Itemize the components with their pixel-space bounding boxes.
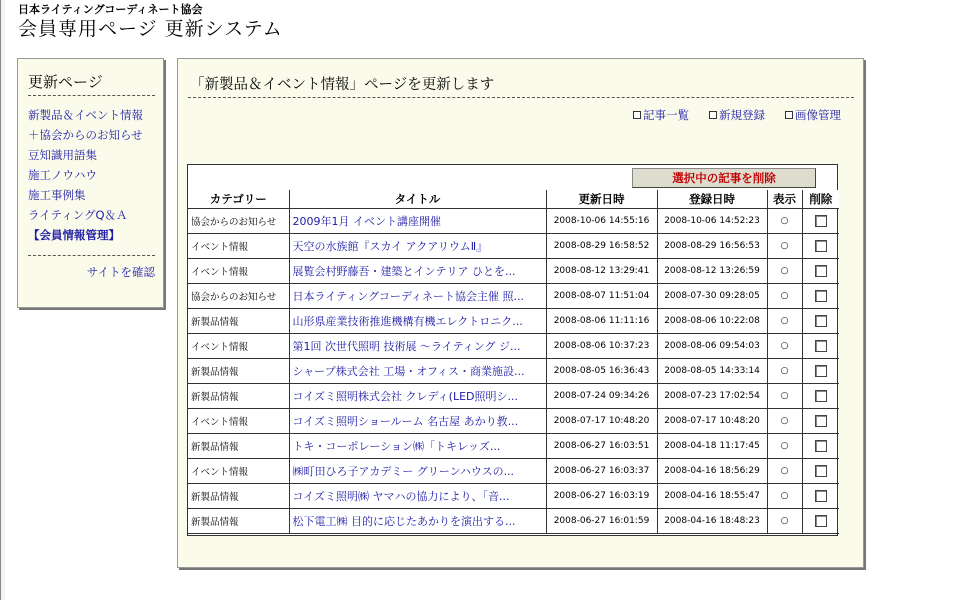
delete-cell [802,208,839,233]
display-status-icon: ○ [767,208,802,233]
column-header-display: 表示 [767,190,802,208]
category-cell: 新製品情報 [188,433,289,458]
updated-cell: 2008-08-12 13:29:41 [546,258,657,283]
sidebar-item[interactable]: 新製品＆イベント情報 [28,108,143,122]
delete-checkbox[interactable] [815,465,827,477]
page-title: 「新製品＆イベント情報」ページを更新します [190,77,495,93]
delete-cell [802,283,839,308]
category-cell: 新製品情報 [188,358,289,383]
category-cell: 新製品情報 [188,308,289,333]
table-row [188,333,839,358]
registered-cell: 2008-04-16 18:55:47 [657,483,767,508]
category-cell: イベント情報 [188,458,289,483]
updated-cell: 2008-08-06 11:11:16 [546,308,657,333]
table-row [188,283,839,308]
display-status-icon: ○ [767,408,802,433]
display-status-icon: ○ [767,258,802,283]
table-row [188,308,839,333]
title-link[interactable]: シャープ株式会社 工場・オフィス・商業施設... [289,358,546,383]
delete-checkbox[interactable] [815,365,827,377]
table-row [188,258,839,283]
display-status-icon: ○ [767,508,802,533]
title-link[interactable]: 2009年1月 イベント講座開催 [289,208,546,233]
article-table [188,190,839,534]
delete-cell [802,458,839,483]
column-header-delete: 削除 [802,190,839,208]
category-cell: 協会からのお知らせ [188,283,289,308]
article-table-container [187,164,838,536]
main-links [633,107,841,123]
column-header-title: タイトル [289,190,546,208]
delete-cell [802,508,839,533]
updated-cell: 2008-08-06 10:37:23 [546,333,657,358]
delete-checkbox[interactable] [815,415,827,427]
column-header-category: カテゴリー [188,190,289,208]
table-header-row [188,190,839,208]
column-header-updated: 更新日時 [546,190,657,208]
delete-bar [188,165,837,190]
delete-checkbox[interactable] [815,490,827,502]
updated-cell: 2008-06-27 16:03:51 [546,433,657,458]
updated-cell: 2008-08-07 11:51:04 [546,283,657,308]
registered-cell: 2008-07-23 17:02:54 [657,383,767,408]
delete-checkbox[interactable] [815,290,827,302]
title-link[interactable]: コイズミ照明株式会社 クレディ(LED照明シ... [289,383,546,408]
category-cell: 新製品情報 [188,383,289,408]
title-link[interactable]: 山形県産業技術推進機構有機エレクトロニク... [289,308,546,333]
delete-cell [802,408,839,433]
registered-cell: 2008-08-29 16:56:53 [657,233,767,258]
article-list-link[interactable]: 記事一覧 [633,107,689,123]
delete-cell [802,258,839,283]
delete-checkbox[interactable] [815,390,827,402]
registered-cell: 2008-04-18 11:17:45 [657,433,767,458]
delete-checkbox[interactable] [815,240,827,252]
title-link[interactable]: 展覧会村野藤吾・建築とインテリア ひとを... [289,258,546,283]
delete-cell [802,483,839,508]
column-header-registered: 登録日時 [657,190,767,208]
display-status-icon: ○ [767,308,802,333]
title-link[interactable]: 松下電工㈱ 目的に応じたあかりを演出する... [289,508,546,533]
title-link[interactable]: 第1回 次世代照明 技術展 ～ライティング ジ... [289,333,546,358]
category-cell: イベント情報 [188,333,289,358]
updated-cell: 2008-06-27 16:03:19 [546,483,657,508]
sidebar-item[interactable]: 施工ノウハウ [28,168,97,182]
table-row [188,483,839,508]
updated-cell: 2008-10-06 14:55:16 [546,208,657,233]
sidebar-divider [28,255,155,256]
delete-cell [802,308,839,333]
sidebar-divider [28,95,155,96]
registered-cell: 2008-08-05 14:33:14 [657,358,767,383]
category-cell: 協会からのお知らせ [188,208,289,233]
display-status-icon: ○ [767,433,802,458]
registered-cell: 2008-07-30 09:28:05 [657,283,767,308]
delete-cell [802,233,839,258]
delete-cell [802,383,839,408]
delete-checkbox[interactable] [815,340,827,352]
delete-cell [802,358,839,383]
display-status-icon: ○ [767,458,802,483]
updated-cell: 2008-07-24 09:34:26 [546,383,657,408]
table-row [188,458,839,483]
title-link[interactable]: コイズミ照明ショールーム 名古屋 あかり教... [289,408,546,433]
registered-cell: 2008-08-12 13:26:59 [657,258,767,283]
registered-cell: 2008-04-16 18:56:29 [657,458,767,483]
title-link[interactable]: コイズミ照明㈱ ヤマハの協力により、「音... [289,483,546,508]
square-bullet-icon [633,111,641,119]
delete-cell [802,333,839,358]
table-row [188,208,839,233]
confirm-site-link[interactable]: サイトを確認 [86,265,155,279]
updated-cell: 2008-06-27 16:03:37 [546,458,657,483]
sidebar-item[interactable]: ＋協会からのお知らせ [28,128,143,142]
updated-cell: 2008-06-27 16:01:59 [546,508,657,533]
system-title: 会員専用ページ 更新システム [18,18,283,40]
title-link[interactable]: 日本ライティングコーディネート協会主催 照... [289,283,546,308]
table-row [188,358,839,383]
category-cell: イベント情報 [188,408,289,433]
table-row [188,508,839,533]
table-row [188,408,839,433]
display-status-icon: ○ [767,333,802,358]
category-cell: イベント情報 [188,233,289,258]
image-manage-link[interactable]: 画像管理 [785,107,841,123]
updated-cell: 2008-08-05 16:36:43 [546,358,657,383]
delete-checkbox[interactable] [815,440,827,452]
display-status-icon: ○ [767,283,802,308]
category-cell: 新製品情報 [188,483,289,508]
title-link[interactable]: ㈱町田ひろ子アカデミー グリーンハウスの... [289,458,546,483]
title-link[interactable]: トキ・コーポレーション㈱「トキレッズ... [289,433,546,458]
sidebar-title: 更新ページ [28,73,103,91]
square-bullet-icon [709,111,717,119]
table-row [188,383,839,408]
registered-cell: 2008-04-16 18:48:23 [657,508,767,533]
delete-cell [802,433,839,458]
title-divider [188,97,854,98]
table-row [188,233,839,258]
new-register-link[interactable]: 新規登録 [709,107,765,123]
delete-checkbox[interactable] [815,515,827,527]
square-bullet-icon [785,111,793,119]
sidebar-item[interactable]: 豆知識用語集 [28,148,97,162]
window-left-edge [0,0,5,600]
display-status-icon: ○ [767,483,802,508]
org-name: 日本ライティングコーディネート協会 [18,3,203,16]
display-status-icon: ○ [767,358,802,383]
main-panel [177,58,864,568]
sidebar-item[interactable]: ライティングQ＆Ａ [28,208,128,222]
delete-checkbox[interactable] [815,315,827,327]
delete-checkbox[interactable] [815,265,827,277]
display-status-icon: ○ [767,383,802,408]
display-status-icon: ○ [767,233,802,258]
sidebar-item[interactable]: 施工事例集 [28,188,86,202]
delete-selected-button[interactable]: 選択中の記事を削除 [632,168,816,188]
updated-cell: 2008-08-29 16:58:52 [546,233,657,258]
category-cell: イベント情報 [188,258,289,283]
delete-checkbox[interactable] [815,215,827,227]
registered-cell: 2008-10-06 14:52:23 [657,208,767,233]
category-cell: 新製品情報 [188,508,289,533]
table-row [188,433,839,458]
registered-cell: 2008-07-17 10:48:20 [657,408,767,433]
updated-cell: 2008-07-17 10:48:20 [546,408,657,433]
registered-cell: 2008-08-06 09:54:03 [657,333,767,358]
sidebar [17,58,164,308]
title-link[interactable]: 天空の水族館『スカイ アクアリウムⅡ』 [289,233,546,258]
sidebar-nav [28,105,163,245]
registered-cell: 2008-08-06 10:22:08 [657,308,767,333]
sidebar-item[interactable]: 【会員情報管理】 [28,228,120,242]
